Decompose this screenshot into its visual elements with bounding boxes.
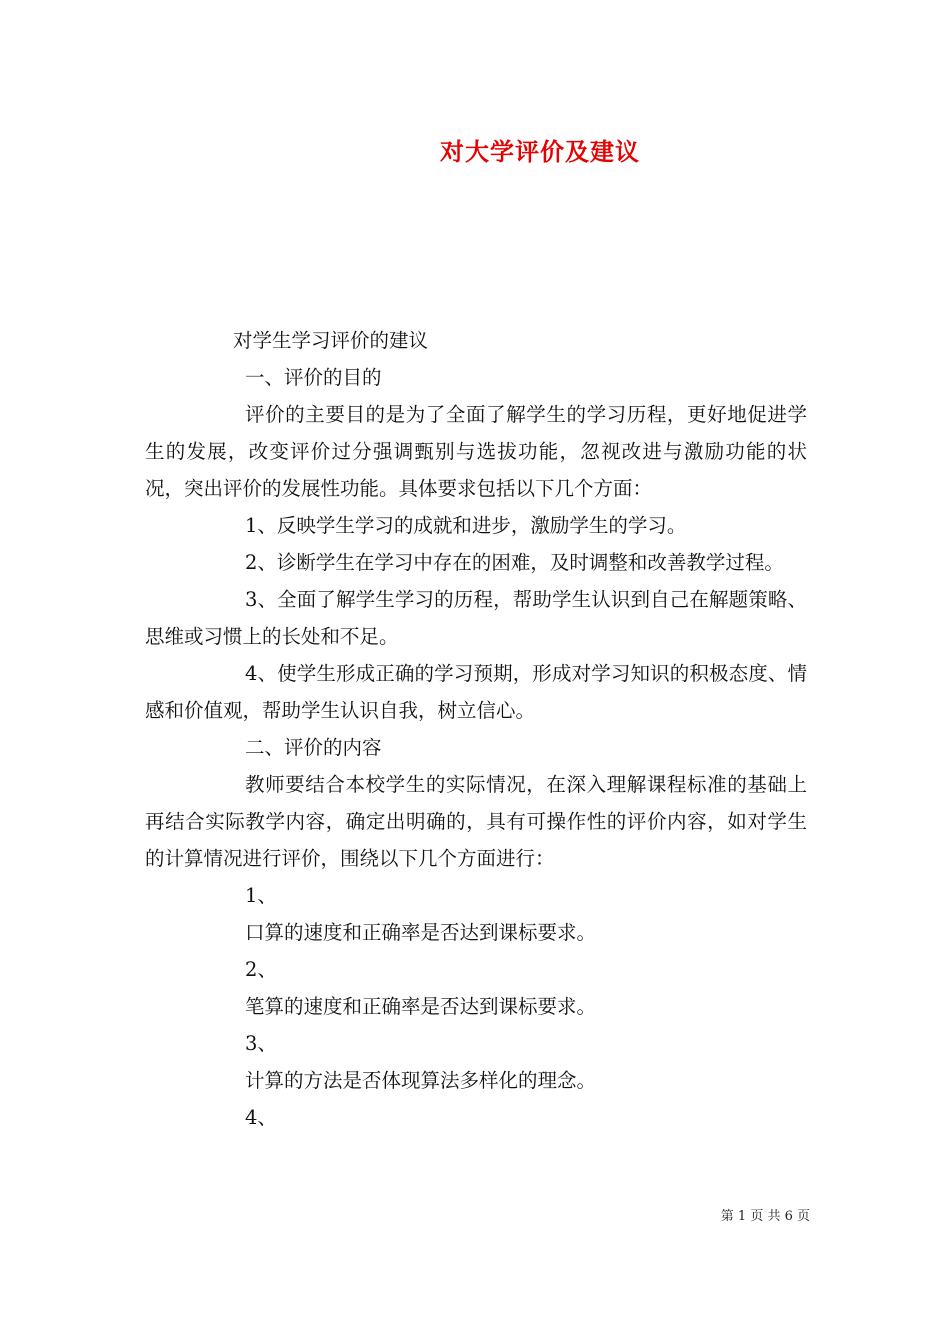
section-1-item-1: 1、反映学生学习的成就和进步，激励学生的学习。 [245,514,687,537]
section-2-item-2-text: 笔算的速度和正确率是否达到课标要求。 [245,995,597,1018]
section-1-intro: 评价的主要目的是为了全面了解学生的学习历程，更好地促进学生的发展，改变评价过分强调甄别与选拔功能，忽视改进与激励功能的状况，突出评价的发展性功能。具体要求包括以下几个方面： [145,403,807,500]
section-2-intro: 教师要结合本校学生的实际情况，在深入理解课程标准的基础上再结合实际教学内容，确定出明确的，具有可操作性的评价内容，如对学生的计算情况进行评价，围绕以下几个方面进行： [145,773,807,870]
section-2-item-1-number: 1、 [245,884,277,907]
section-1-item-3: 3、全面了解学生学习的历程，帮助学生认识到自己在解题策略、思维或习惯上的长处和不足。 [145,588,807,648]
section-2-item-3-number: 3、 [245,1032,277,1055]
subtitle: 对学生学习评价的建议 [233,329,429,352]
section-1-item-2: 2、诊断学生在学习中存在的困难，及时调整和改善教学过程。 [245,551,784,574]
document-body [145,322,807,1136]
section-2-heading: 二、评价的内容 [245,736,382,759]
section-2-item-1-text: 口算的速度和正确率是否达到课标要求。 [245,921,597,944]
document-title: 对大学评价及建议 [440,137,640,166]
page-number-footer: 第 1 页 共 6 页 [720,1209,810,1224]
section-2-item-2-number: 2、 [245,958,277,981]
section-2-item-4-number: 4、 [245,1106,277,1129]
section-2-item-3-text: 计算的方法是否体现算法多样化的理念。 [245,1069,597,1092]
section-1-heading: 一、评价的目的 [245,366,382,389]
section-1-item-4: 4、使学生形成正确的学习预期，形成对学习知识的积极态度、情感和价值观，帮助学生认识自我，树立信心。 [145,662,807,722]
